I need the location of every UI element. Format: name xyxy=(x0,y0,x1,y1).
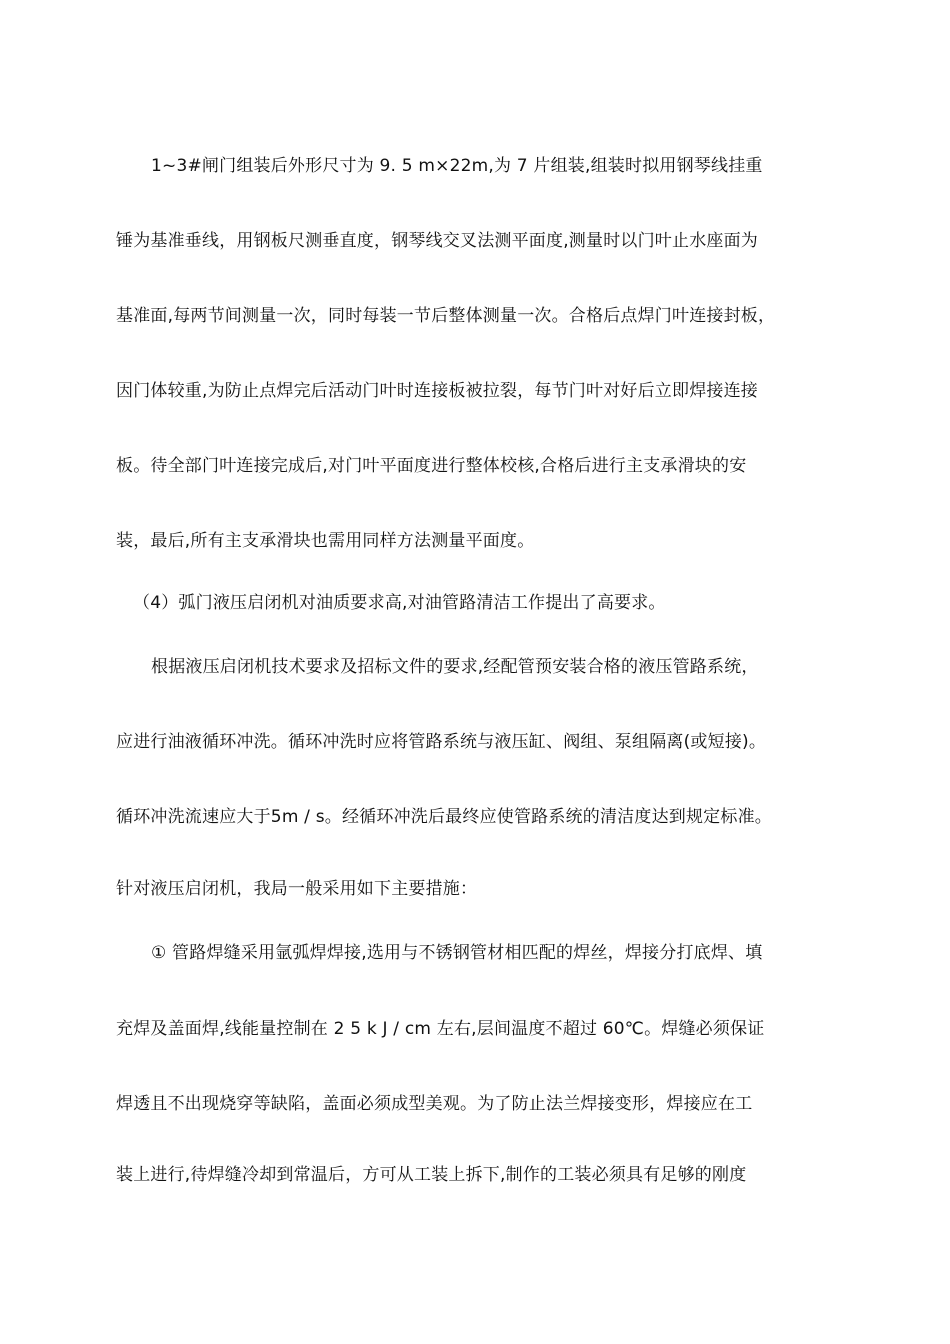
text-line: 焊透且不出现烧穿等缺陷，盖面必须成型美观。为了防止法兰焊接变形，焊接应在工 xyxy=(116,1094,753,1114)
text-line: 1~3#闸门组装后外形尺寸为 9. 5 m×22m,为 7 片组装,组装时拟用钢琴线挂重 xyxy=(151,156,763,176)
text-line: 针对液压启闭机，我局一般采用如下主要措施： xyxy=(116,879,478,899)
text-line: 装，最后,所有主支承滑块也需用同样方法测量平面度。 xyxy=(116,531,535,551)
section-heading: （4）弧门液压启闭机对油质要求高,对油管路清洁工作提出了高要求。 xyxy=(133,593,666,613)
text-line: 板。待全部门叶连接完成后,对门叶平面度进行整体校核,合格后进行主支承滑块的安 xyxy=(116,456,747,476)
text-line: 根据液压启闭机技术要求及招标文件的要求,经配管预安装合格的液压管路系统， xyxy=(151,657,759,677)
text-line: ① 管路焊缝采用氩弧焊焊接,选用与不锈钢管材相匹配的焊丝，焊接分打底焊、填 xyxy=(151,943,763,963)
text-line: 因门体较重,为防止点焊完后活动门叶时连接板被拉裂，每节门叶对好后立即焊接连接 xyxy=(116,381,759,401)
text-line: 锤为基准垂线，用钢板尺测垂直度，钢琴线交叉法测平面度,测量时以门叶止水座面为 xyxy=(116,231,759,251)
text-line: 充焊及盖面焊,线能量控制在 2 5 k J / cm 左右,层间温度不超过 60℃。焊缝必须保证 xyxy=(116,1019,765,1039)
text-line: 装上进行,待焊缝冷却到常温后，方可从工装上拆下,制作的工装必须具有足够的刚度 xyxy=(116,1165,747,1185)
text-line: 应进行油液循环冲洗。循环冲洗时应将管路系统与液压缸、阀组、泵组隔离(或短接)。 xyxy=(116,732,767,752)
text-line: 基准面,每两节间测量一次，同时每装一节后整体测量一次。合格后点焊门叶连接封板， xyxy=(116,306,776,326)
text-line: 循环冲洗流速应大于5m / s。经循环冲洗后最终应使管路系统的清洁度达到规定标准。 xyxy=(116,807,772,827)
